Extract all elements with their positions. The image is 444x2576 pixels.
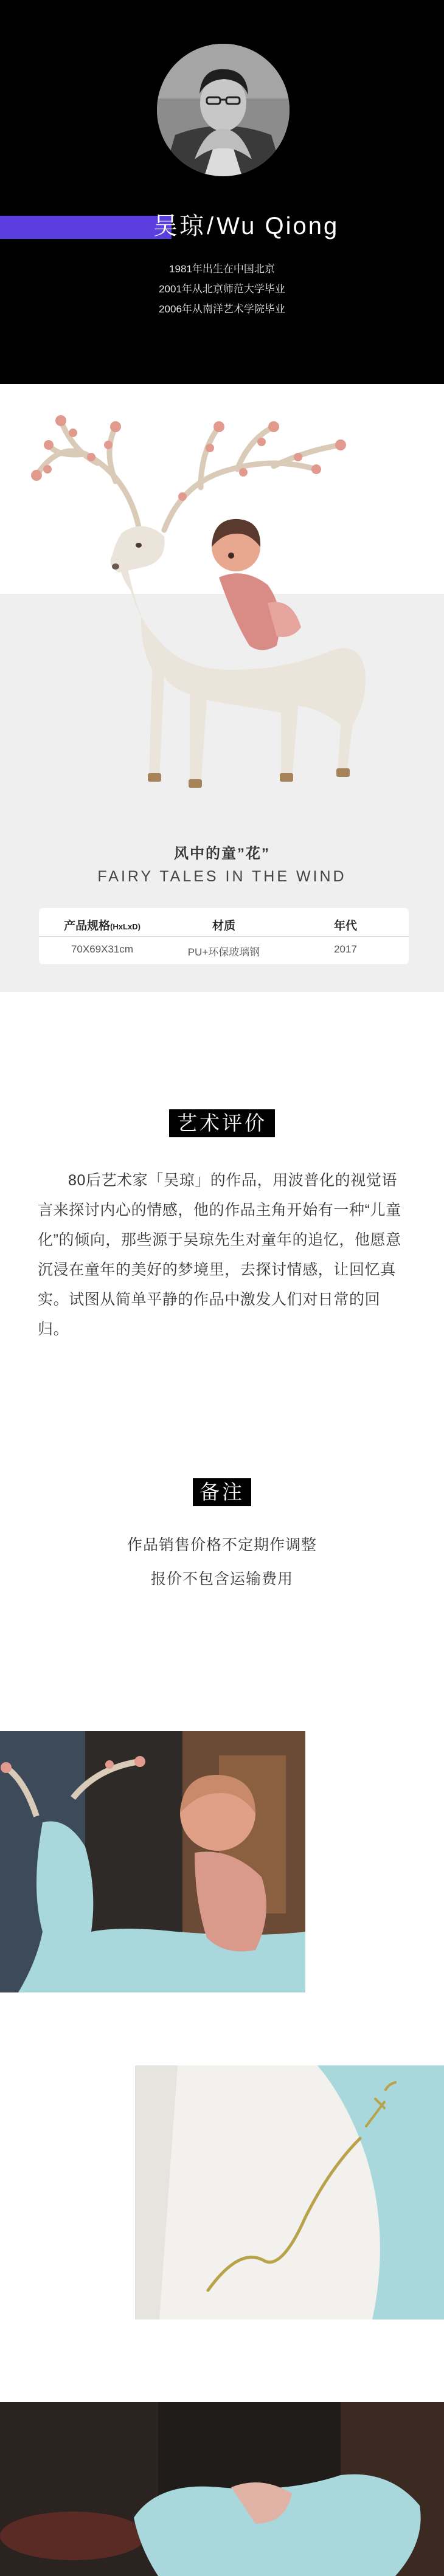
spec-label: 产品规格(HxLxD): [64, 920, 140, 932]
spec-year: [285, 908, 406, 964]
deer-sculpture-image: [0, 384, 444, 992]
spec-value: PU+环保玻璃钢: [187, 946, 260, 958]
notes-heading: 备注: [193, 1478, 251, 1506]
spec-material: [163, 908, 285, 964]
note-line: 报价不包含运输费用: [150, 1571, 293, 1588]
artist-name-en: Wu Qiong: [217, 213, 339, 239]
note-line: 作品销售价格不定期作调整: [127, 1537, 317, 1554]
artwork-title-en: FAIRY TALES IN THE WIND: [97, 868, 347, 885]
artist-bio-line: 1981年出生在中国北京: [169, 263, 275, 275]
review-text: 80后艺术家「吴琼」的作品，用波普化的视觉语言来探讨内心的情感，他的作品主角开始有一种“儿童化”的倾向，那些源于吴琼先生对童年的追忆，他愿意沉浸在童年的美好的梦境里，去探讨情感，让回忆真实。试图从简单平静的作品中激发人们对日常的回归。: [38, 1172, 401, 1338]
detail-photo-deer-back: [0, 2402, 444, 2576]
artist-avatar: [157, 44, 290, 176]
detail-photo-deer-child: [0, 1731, 305, 1992]
spec-table: [39, 908, 409, 964]
artist-name: [153, 210, 397, 243]
artwork-hero: [0, 384, 444, 992]
artist-bio-line: 2001年从北京师范大学毕业: [159, 283, 285, 295]
artist-bio-line: 2006年从南洋艺术学院毕业: [159, 303, 285, 315]
spec-value: 2017: [334, 943, 357, 955]
spec-label: 材质: [212, 920, 235, 932]
detail-photo-signature: [135, 2065, 444, 2319]
artist-header: [0, 0, 444, 384]
detail-photo-image: [0, 1731, 305, 1992]
artist-portrait-image: [157, 44, 290, 176]
signature-photo-image: [135, 2065, 444, 2319]
artist-name-cn: 吴琼: [153, 213, 206, 239]
spec-value: 70X69X31cm: [71, 943, 134, 955]
name-accent-bar: [0, 216, 172, 239]
spec-size: [41, 908, 163, 964]
artist-name-separator: /: [207, 213, 216, 239]
deer-back-photo-image: [0, 2402, 444, 2576]
spec-label: 年代: [333, 920, 357, 932]
review-heading: 艺术评价: [169, 1109, 275, 1137]
artwork-title-cn: 风中的童”花”: [174, 845, 270, 862]
